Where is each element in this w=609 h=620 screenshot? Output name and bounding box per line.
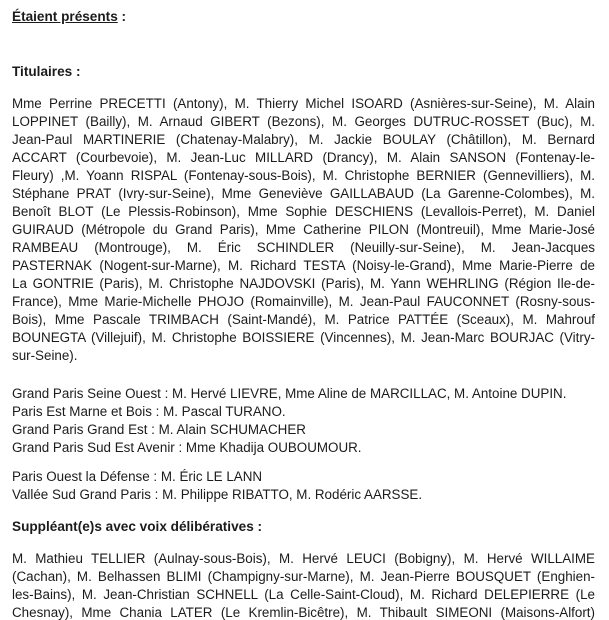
titulaires-line: PASTERNAK (Nogent-sur-Marne), M. Richard TESTA (Noisy-le-Grand), Mme Marie-Pierre de [12, 258, 595, 273]
territoire-line: Grand Paris Grand Est : M. Alain SCHUMACHER [12, 422, 306, 437]
titulaires-line: La GONTRIE (Paris), M. Christophe NAJDOVSKI (Paris), M. Yann WEHRLING (Région Ile-de- [12, 276, 595, 291]
titulaires-line: GUIRAUD (Métropole du Grand Paris), Mme Catherine PILON (Montreuil), Mme Marie-José [12, 222, 595, 237]
suppleants-line: les-Bains), M. Jean-Christian SCHNELL (La Celle-Saint-Cloud), M. Richard DELEPIERRE (Le [12, 587, 595, 602]
territoire-line: Grand Paris Sud Est Avenir : Mme Khadija OUBOUMOUR. [12, 440, 362, 455]
suppleants-line: Chesnay), Mme Chania LATER (Le Kremlin-Bicêtre), M. Thibault SIMEONI (Maisons-Alfort) [12, 605, 595, 620]
titulaires-line: ACCART (Courbevoie), M. Jean-Luc MILLARD (Drancy), M. Alain SANSON (Fontenay-le- [12, 150, 595, 165]
titulaires-line: Mme Perrine PRECETTI (Antony), M. Thierry Michel ISOARD (Asnières-sur-Seine), M. Alain [12, 96, 595, 111]
titulaires-heading: Titulaires : [12, 64, 81, 79]
presents-heading-suffix: : [117, 9, 127, 24]
suppleants-heading: Suppléant(e)s avec voix délibératives : [12, 519, 263, 534]
suppleants-line: M. Mathieu TELLIER (Aulnay-sous-Bois), M. Hervé LEUCI (Bobigny), M. Hervé WILLAIME [12, 551, 595, 566]
territoire-line: Grand Paris Seine Ouest : M. Hervé LIEVRE, Mme Aline de MARCILLAC, M. Antoine DUPIN. [12, 386, 567, 401]
territoire-line: Vallée Sud Grand Paris : M. Philippe RIBATTO, M. Rodéric AARSSE. [12, 487, 423, 502]
titulaires-line: Bois), Mme Pascale TRIMBACH (Saint-Mandé), M. Patrice PATTÉE (Sceaux), M. Mahrouf [12, 312, 595, 327]
titulaires-line: RAMBEAU (Montrouge), M. Éric SCHINDLER (Neuilly-sur-Seine), M. Jean-Jacques [12, 240, 595, 255]
titulaires-line: Jean-Paul MARTINERIE (Chatenay-Malabry), M. Jackie BOULAY (Châtillon), M. Bernard [12, 132, 595, 147]
presents-heading-label: Étaient présents [12, 9, 118, 24]
titulaires-line-last: sur-Seine). [12, 348, 78, 363]
presents-heading [12, 9, 126, 24]
titulaires-line: France), Mme Marie-Michelle PHOJO (Romainville), M. Jean-Paul FAUCONNET (Rosny-sous- [12, 294, 595, 309]
titulaires-line: LOPPINET (Bailly), M. Arnaud GIBERT (Bezons), M. Georges DUTRUC-ROSSET (Buc), M. [12, 114, 595, 129]
territoire-line: Paris Ouest la Défense : M. Éric LE LANN [12, 469, 263, 484]
territoire-line: Paris Est Marne et Bois : M. Pascal TURANO. [12, 404, 286, 419]
titulaires-line: Fleury) ,M. Yoann RISPAL (Fontenay-sous-Bois), M. Christophe BERNIER (Gennevilliers), M. [12, 168, 595, 183]
titulaires-line: Benoît BLOT (Le Plessis-Robinson), Mme Sophie DESCHIENS (Levallois-Perret), M. Daniel [12, 204, 595, 219]
titulaires-line: BOUNEGTA (Villejuif), M. Christophe BOISSIERE (Vincennes), M. Jean-Marc BOURJAC (Vitry- [12, 330, 595, 345]
titulaires-line: Stéphane PRAT (Ivry-sur-Seine), Mme Geneviève GAILLABAUD (La Garenne-Colombes), M. [12, 186, 595, 201]
suppleants-line: (Cachan), M. Belhassen BLIMI (Champigny-sur-Marne), M. Jean-Pierre BOUSQUET (Enghien- [12, 569, 595, 584]
